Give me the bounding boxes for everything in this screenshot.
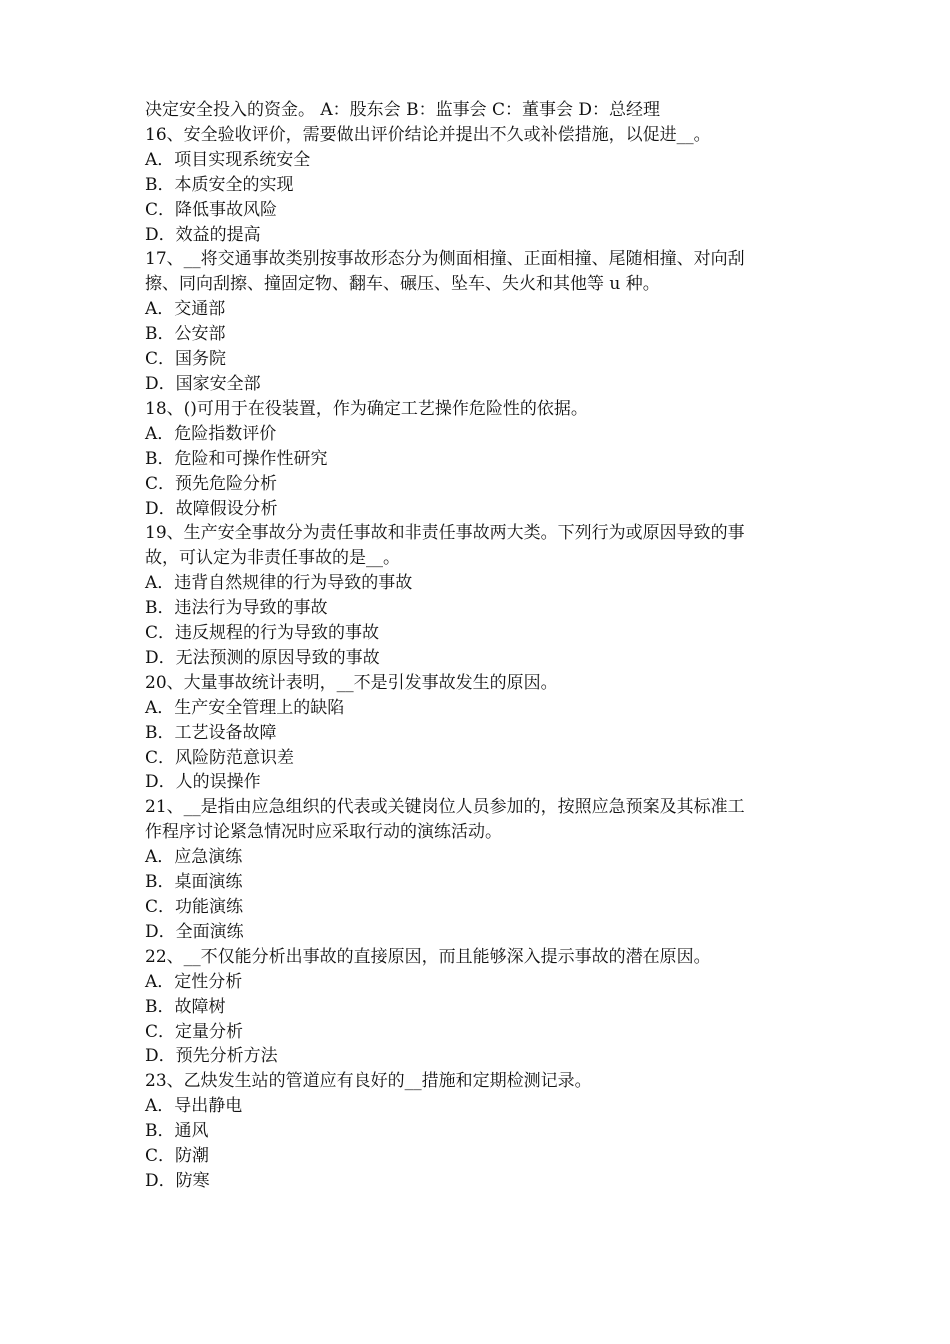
question-stem: 16、安全验收评价，需要做出评价结论并提出不久或补偿措施，以促进__。 [145, 124, 711, 145]
question-stem: 23、乙炔发生站的管道应有良好的__措施和定期检测记录。 [145, 1071, 592, 1092]
question-stem-continued: 擦、同向刮擦、撞固定物、翻车、碾压、坠车、失火和其他等 u 种。 [145, 274, 660, 295]
question-stem: 21、__是指由应急组织的代表或关键岗位人员参加的，按照应急预案及其标准工 [145, 797, 745, 818]
question-stem: 22、__不仅能分析出事故的直接原因，而且能够深入提示事故的潜在原因。 [145, 946, 711, 967]
question-19 [145, 521, 825, 670]
option-a: A．应急演练 [145, 847, 243, 868]
question-18 [145, 397, 825, 522]
question-stem: 17、__将交通事故类别按事故形态分为侧面相撞、正面相撞、尾随相撞、对向刮 [145, 249, 745, 270]
question-16 [145, 123, 825, 248]
option-c: C．降低事故风险 [145, 199, 278, 220]
question-stem: 20、大量事故统计表明，__不是引发事故发生的原因。 [145, 672, 558, 693]
question-stem-continued: 故，可认定为非责任事故的是__。 [145, 548, 400, 569]
option-b: B．危险和可操作性研究 [145, 448, 328, 469]
option-c: C．定量分析 [145, 1021, 244, 1042]
question-17 [145, 247, 825, 396]
option-d: D．无法预测的原因导致的事故 [145, 647, 380, 668]
option-d: D．故障假设分析 [145, 498, 278, 519]
option-b: B．公安部 [145, 324, 226, 345]
document-page [145, 98, 825, 1194]
option-d: D．防寒 [145, 1170, 210, 1191]
option-b: B．工艺设备故障 [145, 722, 277, 743]
option-d: D．全面演练 [145, 921, 244, 942]
option-c: C．防潮 [145, 1146, 210, 1167]
question-20 [145, 671, 825, 796]
question-stem: 19、生产安全事故分为责任事故和非责任事故两大类。下列行为或原因导致的事 [145, 523, 745, 544]
option-c: C．预先危险分析 [145, 473, 278, 494]
question-21 [145, 795, 825, 944]
option-d: D．人的误操作 [145, 772, 261, 793]
option-a: A．定性分析 [145, 971, 243, 992]
option-b: B．桌面演练 [145, 872, 243, 893]
option-d: D．国家安全部 [145, 373, 261, 394]
option-b: B．本质安全的实现 [145, 174, 294, 195]
option-a: A．交通部 [145, 299, 226, 320]
option-c: C．国务院 [145, 349, 227, 370]
option-c: C．违反规程的行为导致的事故 [145, 623, 380, 644]
question-23 [145, 1069, 825, 1194]
option-a: A．导出静电 [145, 1096, 243, 1117]
option-d: D．效益的提高 [145, 224, 261, 245]
option-a: A．违背自然规律的行为导致的事故 [145, 573, 413, 594]
option-a: A．危险指数评价 [145, 423, 277, 444]
question-stem-continued: 作程序讨论紧急情况时应采取行动的演练活动。 [145, 822, 502, 843]
option-c: C．风险防范意识差 [145, 747, 295, 768]
option-a: A．生产安全管理上的缺陷 [145, 697, 345, 718]
question-22 [145, 945, 825, 1070]
question-stem: 18、()可用于在役装置，作为确定工艺操作危险性的依据。 [145, 398, 588, 419]
option-b: B．故障树 [145, 996, 226, 1017]
option-a: A．项目实现系统安全 [145, 149, 311, 170]
lead-text: 决定安全投入的资金。 A：股东会 B：监事会 C：董事会 D：总经理 [145, 100, 661, 120]
option-b: B．通风 [145, 1121, 209, 1142]
option-d: D．预先分析方法 [145, 1046, 278, 1067]
option-c: C．功能演练 [145, 897, 244, 917]
option-b: B．违法行为导致的事故 [145, 598, 328, 619]
